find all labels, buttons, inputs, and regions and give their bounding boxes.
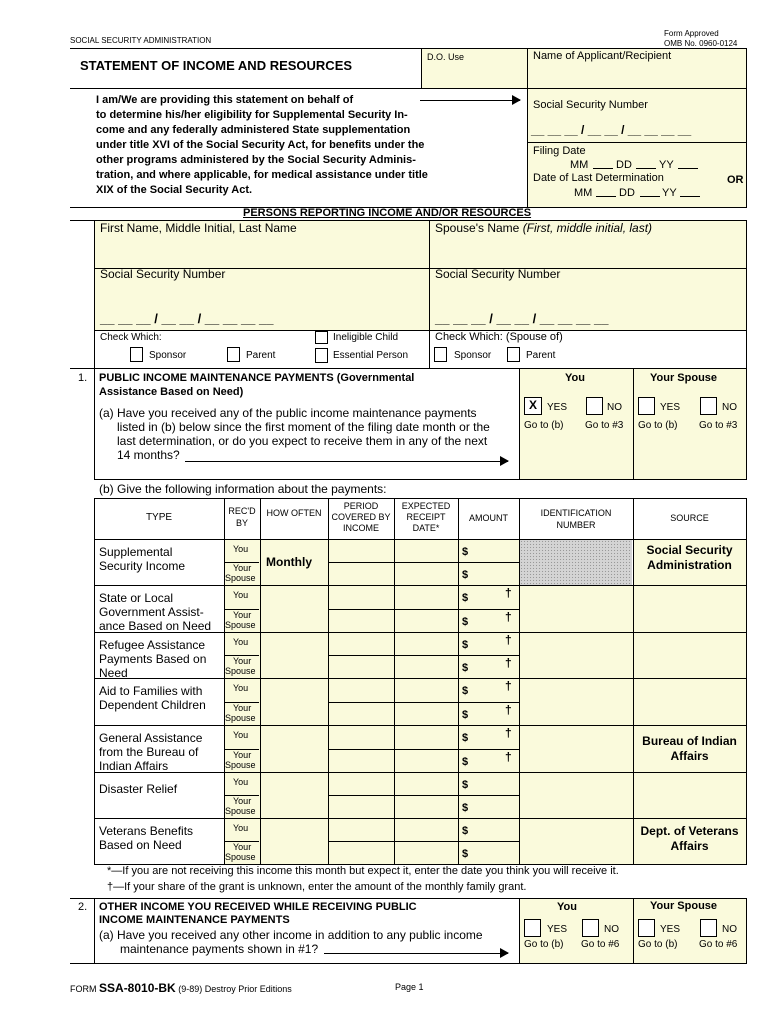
table-row-type: Aid to Families with Dependent Children xyxy=(99,684,206,712)
amount-dollar-spouse: $ xyxy=(462,802,469,814)
q2-spouse-goto-b: Go to (b) xyxy=(638,939,678,950)
footer-form: FORM SSA-8010-BK (9-89) Destroy Prior Editions xyxy=(70,981,292,995)
amount-dollar-you: $ xyxy=(462,639,469,651)
check-which-label: Check Which: xyxy=(100,332,162,343)
q1-you-yes-checkbox[interactable]: X xyxy=(524,397,542,415)
q2-spouse-no-checkbox[interactable] xyxy=(700,919,717,937)
omb-number: OMB No. 0960-0124 xyxy=(664,39,738,48)
q1b-text: (b) Give the following information about the payments: xyxy=(99,482,387,496)
recd-you-label: You xyxy=(233,730,249,740)
q1-you-heading: You xyxy=(565,372,585,384)
filing-yy: YY xyxy=(659,159,674,171)
q1-heading-2: Assistance Based on Need) xyxy=(99,386,244,398)
amount-dollar-you: $ xyxy=(462,685,469,697)
spouse-sponsor-label: Sponsor xyxy=(454,350,492,361)
table-row-type: General Assistance from the Bureau of Indian Affairs xyxy=(99,731,203,773)
amount-dollar-spouse: $ xyxy=(462,848,469,860)
person-ssn-mask: __ __ __ / __ __ / __ __ __ __ xyxy=(100,311,274,326)
ssi-how-often-value: Monthly xyxy=(266,555,312,569)
table-row-source: Bureau of Indian Affairs xyxy=(642,734,737,763)
sponsor-checkbox[interactable] xyxy=(130,347,143,362)
q2-spouse-goto-6: Go to #6 xyxy=(699,939,738,950)
amount-dollar-spouse: $ xyxy=(462,756,469,768)
q2-you-no-checkbox[interactable] xyxy=(582,919,599,937)
note-star: *—If you are not receiving this income this month but expect it, enter the date you think you will receive it. xyxy=(107,865,619,877)
last-yy: YY xyxy=(662,187,677,199)
q1-you-no-label: NO xyxy=(607,402,622,413)
q1-arrow-icon xyxy=(185,461,508,462)
table-row-source: Social Security Administration xyxy=(646,543,733,572)
dagger-mark: † xyxy=(505,703,512,717)
amount-dollar-you: $ xyxy=(462,546,469,558)
q1-spouse-goto-3: Go to #3 xyxy=(699,420,738,431)
q1-you-yes-label: YES xyxy=(547,402,568,413)
dagger-mark: † xyxy=(505,586,512,600)
header-id: IDENTIFICATION NUMBER xyxy=(540,508,612,530)
ssn-label-spouse: Social Security Number xyxy=(435,267,561,281)
recd-spouse-label: Your Spouse xyxy=(225,842,256,862)
parent-label: Parent xyxy=(246,350,276,361)
ineligible-child-label: Ineligible Child xyxy=(333,332,399,343)
last-dd: DD xyxy=(619,187,635,199)
q1-heading-1: PUBLIC INCOME MAINTENANCE PAYMENTS (Governmental xyxy=(99,372,415,384)
agency-name: SOCIAL SECURITY ADMINISTRATION xyxy=(70,36,212,45)
how-often-column[interactable] xyxy=(260,539,328,864)
spouse-ssn-mask: __ __ __ / __ __ / __ __ __ __ xyxy=(435,311,609,326)
spouse-name-label: Spouse's Name (First, middle initial, last) xyxy=(435,221,653,235)
recd-spouse-label: Your Spouse xyxy=(225,703,256,723)
table-row-type: Supplemental Security Income xyxy=(99,545,186,573)
ssn-label-person: Social Security Number xyxy=(100,267,226,281)
recd-spouse-label: Your Spouse xyxy=(225,796,256,816)
recd-you-label: You xyxy=(233,683,249,693)
q1-you-goto-3: Go to #3 xyxy=(585,420,624,431)
recd-spouse-label: Your Spouse xyxy=(225,610,256,630)
recd-you-label: You xyxy=(233,823,249,833)
amount-dollar-spouse: $ xyxy=(462,569,469,581)
recd-you-label: You xyxy=(233,590,249,600)
last-mm: MM xyxy=(574,187,593,199)
check-spouse-label: Check Which: (Spouse of) xyxy=(435,331,563,343)
table-row-source: Dept. of Veterans Affairs xyxy=(640,824,739,853)
amount-dollar-you: $ xyxy=(462,592,469,604)
q1a-line-4: 14 months? xyxy=(117,448,180,462)
persons-heading: PERSONS REPORTING INCOME AND/OR RESOURCES xyxy=(243,207,532,219)
parent-checkbox[interactable] xyxy=(227,347,240,362)
recd-spouse-label: Your Spouse xyxy=(225,656,256,676)
q1-you-no-checkbox[interactable] xyxy=(586,397,603,415)
filing-mm: MM xyxy=(570,159,589,171)
amount-dollar-you: $ xyxy=(462,732,469,744)
form-title: STATEMENT OF INCOME AND RESOURCES xyxy=(80,58,353,73)
amount-dollar-spouse: $ xyxy=(462,709,469,721)
amount-dollar-you: $ xyxy=(462,825,469,837)
sponsor-label: Sponsor xyxy=(149,350,187,361)
ineligible-child-checkbox[interactable] xyxy=(315,331,328,344)
table-row-type: Refugee Assistance Payments Based on Need xyxy=(99,638,207,680)
header-recd: REC'D BY xyxy=(228,506,256,528)
q1a-line-1: (a) Have you received any of the public income maintenance payments xyxy=(99,406,477,420)
q1-spouse-yes-checkbox[interactable] xyxy=(638,397,655,415)
spouse-parent-label: Parent xyxy=(526,350,556,361)
recd-you-label: You xyxy=(233,544,249,554)
header-amount: AMOUNT xyxy=(469,513,508,523)
q1-spouse-heading: Your Spouse xyxy=(650,372,718,384)
q2-you-yes-label: YES xyxy=(547,924,568,935)
q2a-line-1: (a) Have you received any other income in addition to any public income xyxy=(99,928,483,942)
q1-spouse-no-label: NO xyxy=(722,402,737,413)
intro-arrow-icon xyxy=(420,100,520,101)
or-label: OR xyxy=(727,174,744,186)
note-dagger: †—If your share of the grant is unknown, enter the amount of the monthly family grant. xyxy=(107,881,527,893)
filing-dd: DD xyxy=(616,159,632,171)
recd-spouse-label: Your Spouse xyxy=(225,563,256,583)
spouse-sponsor-checkbox[interactable] xyxy=(434,347,447,362)
header-how: HOW OFTEN xyxy=(266,508,322,518)
q1-spouse-yes-label: YES xyxy=(660,402,681,413)
q2-you-goto-b: Go to (b) xyxy=(524,939,564,950)
q2-spouse-heading: Your Spouse xyxy=(650,900,718,912)
q2-spouse-yes-label: YES xyxy=(660,924,681,935)
recd-you-label: You xyxy=(233,777,249,787)
q1a-line-2: listed in (b) below since the first moment of the filing date month or the xyxy=(117,420,490,434)
q2-you-no-label: NO xyxy=(604,924,619,935)
q2-you-yes-checkbox[interactable] xyxy=(524,919,541,937)
q2-spouse-no-label: NO xyxy=(722,924,737,935)
header-expected: EXPECTED RECEIPT DATE* xyxy=(401,501,451,533)
q1a-line-3: last determination, or do you expect to receive them in any of the next xyxy=(117,434,488,448)
recd-spouse-label: Your Spouse xyxy=(225,750,256,770)
amount-dollar-spouse: $ xyxy=(462,616,469,628)
dagger-mark: † xyxy=(505,610,512,624)
ssn-label: Social Security Number xyxy=(533,99,648,111)
q2-you-goto-6: Go to #6 xyxy=(581,939,620,950)
q2a-line-2: maintenance payments shown in #1? xyxy=(120,942,319,956)
q2-heading-2: INCOME MAINTENANCE PAYMENTS xyxy=(99,914,290,926)
page-number: Page 1 xyxy=(395,982,424,992)
dagger-mark: † xyxy=(505,750,512,764)
q2-spouse-yes-checkbox[interactable] xyxy=(638,919,655,937)
header-type: TYPE xyxy=(145,512,173,523)
dagger-mark: † xyxy=(505,679,512,693)
q1-you-goto-b: Go to (b) xyxy=(524,420,564,431)
table-row-type: Veterans Benefits Based on Need xyxy=(99,824,194,852)
do-use-label: D.O. Use xyxy=(427,52,465,62)
q2-arrow-icon xyxy=(324,953,508,954)
dagger-mark: † xyxy=(505,726,512,740)
source-column[interactable] xyxy=(633,539,746,864)
table-row-type: State or Local Government Assist-ance Based on Need xyxy=(99,591,212,633)
form-approved: Form Approved xyxy=(664,29,719,38)
q1-number: 1. xyxy=(78,372,88,384)
last-det-label: Date of Last Determination xyxy=(533,172,664,184)
ssi-id-shaded-cell xyxy=(520,540,632,585)
name-label: First Name, Middle Initial, Last Name xyxy=(100,221,297,235)
ssn-mask: __ __ __ / __ __ / __ __ __ __ xyxy=(531,123,692,137)
recd-you-label: You xyxy=(233,637,249,647)
q2-you-heading: You xyxy=(557,901,577,913)
q1-spouse-goto-b: Go to (b) xyxy=(638,420,678,431)
amount-dollar-you: $ xyxy=(462,779,469,791)
essential-person-label: Essential Person xyxy=(333,350,409,361)
dagger-mark: † xyxy=(505,656,512,670)
spouse-parent-checkbox[interactable] xyxy=(507,347,520,362)
header-period: PERIOD COVERED BY INCOME xyxy=(331,501,391,533)
applicant-label: Name of Applicant/Recipient xyxy=(533,50,672,62)
q2-heading-1: OTHER INCOME YOU RECEIVED WHILE RECEIVING PUBLIC xyxy=(99,901,417,913)
dagger-mark: † xyxy=(505,633,512,647)
table-row-type: Disaster Relief xyxy=(99,782,178,796)
q2-number: 2. xyxy=(78,901,88,913)
essential-person-checkbox[interactable] xyxy=(315,348,328,363)
filing-date-label: Filing Date xyxy=(533,145,586,157)
header-source: SOURCE xyxy=(670,513,709,523)
q1-spouse-no-checkbox[interactable] xyxy=(700,397,717,415)
amount-dollar-spouse: $ xyxy=(462,662,469,674)
